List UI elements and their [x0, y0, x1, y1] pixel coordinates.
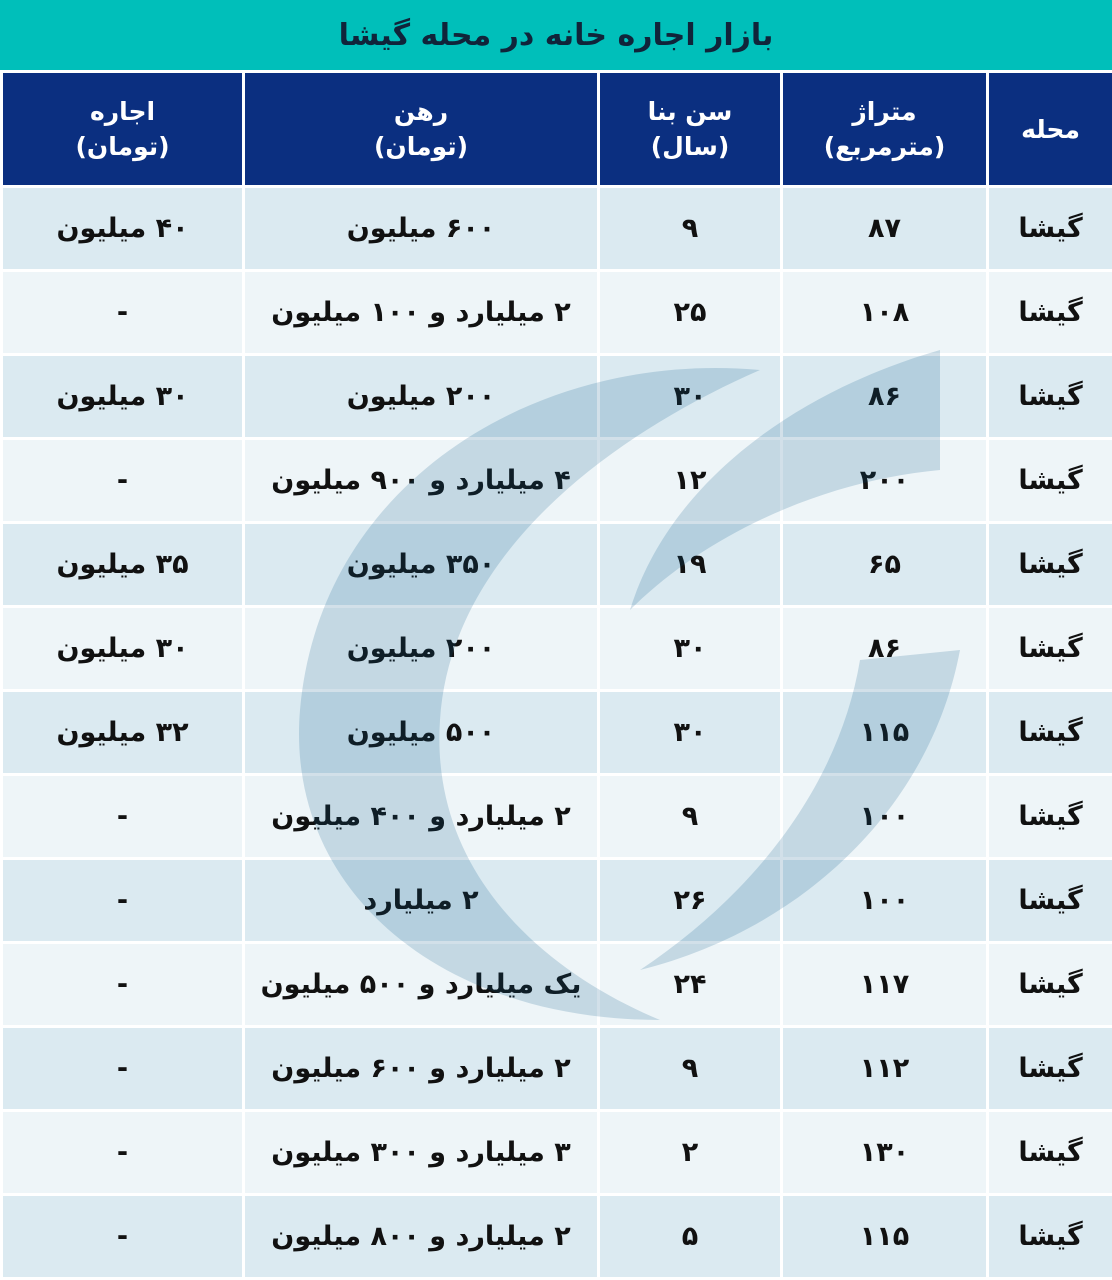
cell-area: ۱۱۷: [783, 944, 986, 1025]
header-row: [3, 73, 1112, 185]
cell-deposit: ۲ میلیارد: [245, 860, 597, 941]
cell-neighborhood: گیشا: [989, 524, 1112, 605]
cell-area: ۱۰۸: [783, 272, 986, 353]
cell-deposit: ۶۰۰ میلیون: [245, 188, 597, 269]
table-row: [3, 1028, 1112, 1109]
cell-neighborhood: گیشا: [989, 1112, 1112, 1193]
cell-age: ۳۰: [600, 356, 780, 437]
cell-neighborhood: گیشا: [989, 1196, 1112, 1277]
header-rent: [3, 73, 242, 185]
cell-deposit: یک میلیارد و ۵۰۰ میلیون: [245, 944, 597, 1025]
cell-neighborhood: گیشا: [989, 692, 1112, 773]
header-area-label: متراژ: [852, 97, 917, 126]
cell-deposit: ۳۵۰ میلیون: [245, 524, 597, 605]
cell-age: ۹: [600, 776, 780, 857]
table-row: [3, 1196, 1112, 1277]
cell-neighborhood: گیشا: [989, 1028, 1112, 1109]
cell-area: ۱۰۰: [783, 776, 986, 857]
cell-age: ۵: [600, 1196, 780, 1277]
cell-age: ۳۰: [600, 692, 780, 773]
table-row: [3, 524, 1112, 605]
cell-rent: -: [3, 1112, 242, 1193]
cell-rent: -: [3, 944, 242, 1025]
cell-age: ۹: [600, 188, 780, 269]
cell-rent: ۳۰ میلیون: [3, 356, 242, 437]
table-row: [3, 356, 1112, 437]
cell-deposit: ۴ میلیارد و ۹۰۰ میلیون: [245, 440, 597, 521]
cell-age: ۱۲: [600, 440, 780, 521]
cell-deposit: ۲۰۰ میلیون: [245, 608, 597, 689]
table-row: [3, 860, 1112, 941]
cell-area: ۶۵: [783, 524, 986, 605]
cell-area: ۸۶: [783, 356, 986, 437]
table-row: [3, 776, 1112, 857]
cell-rent: ۴۰ میلیون: [3, 188, 242, 269]
cell-age: ۳۰: [600, 608, 780, 689]
cell-rent: -: [3, 860, 242, 941]
cell-rent: ۳۲ میلیون: [3, 692, 242, 773]
cell-age: ۲۴: [600, 944, 780, 1025]
cell-rent: -: [3, 440, 242, 521]
cell-rent: -: [3, 1196, 242, 1277]
cell-age: ۱۹: [600, 524, 780, 605]
table-row: [3, 188, 1112, 269]
cell-neighborhood: گیشا: [989, 776, 1112, 857]
cell-deposit: ۲ میلیارد و ۱۰۰ میلیون: [245, 272, 597, 353]
header-neighborhood: [989, 73, 1112, 185]
cell-area: ۱۱۵: [783, 1196, 986, 1277]
header-deposit-label: رهن: [393, 97, 449, 126]
cell-rent: ۳۵ میلیون: [3, 524, 242, 605]
cell-neighborhood: گیشا: [989, 860, 1112, 941]
cell-age: ۹: [600, 1028, 780, 1109]
cell-neighborhood: گیشا: [989, 440, 1112, 521]
cell-age: ۲۵: [600, 272, 780, 353]
table-row: [3, 440, 1112, 521]
header-area-unit: (مترمربع): [823, 132, 946, 161]
cell-deposit: ۵۰۰ میلیون: [245, 692, 597, 773]
header-age: [600, 73, 780, 185]
header-deposit: [245, 73, 597, 185]
table-row: [3, 944, 1112, 1025]
cell-neighborhood: گیشا: [989, 944, 1112, 1025]
cell-deposit: ۲ میلیارد و ۴۰۰ میلیون: [245, 776, 597, 857]
cell-area: ۱۱۵: [783, 692, 986, 773]
cell-area: ۱۱۲: [783, 1028, 986, 1109]
cell-rent: ۳۰ میلیون: [3, 608, 242, 689]
cell-neighborhood: گیشا: [989, 356, 1112, 437]
rent-table: [0, 70, 1112, 1280]
cell-deposit: ۳ میلیارد و ۳۰۰ میلیون: [245, 1112, 597, 1193]
header-deposit-unit: (تومان): [373, 132, 469, 161]
header-area: [783, 73, 986, 185]
cell-area: ۸۷: [783, 188, 986, 269]
cell-deposit: ۲ میلیارد و ۸۰۰ میلیون: [245, 1196, 597, 1277]
cell-deposit: ۲ میلیارد و ۶۰۰ میلیون: [245, 1028, 597, 1109]
cell-deposit: ۲۰۰ میلیون: [245, 356, 597, 437]
cell-area: ۱۳۰: [783, 1112, 986, 1193]
table-row: [3, 1112, 1112, 1193]
header-rent-unit: (تومان): [75, 132, 170, 161]
table-body: [3, 188, 1112, 1277]
cell-area: ۱۰۰: [783, 860, 986, 941]
table-row: [3, 272, 1112, 353]
cell-rent: -: [3, 272, 242, 353]
cell-age: ۲۶: [600, 860, 780, 941]
cell-rent: -: [3, 776, 242, 857]
cell-area: ۸۶: [783, 608, 986, 689]
header-age-label: سن بنا: [647, 97, 733, 126]
header-rent-label: اجاره: [89, 97, 156, 126]
cell-neighborhood: گیشا: [989, 188, 1112, 269]
table-title: بازار اجاره خانه در محله گیشا: [0, 0, 1112, 70]
cell-neighborhood: گیشا: [989, 272, 1112, 353]
cell-age: ۲: [600, 1112, 780, 1193]
table-row: [3, 692, 1112, 773]
cell-area: ۲۰۰: [783, 440, 986, 521]
header-neighborhood-label: محله: [1021, 114, 1080, 144]
header-age-unit: (سال): [650, 132, 730, 161]
cell-neighborhood: گیشا: [989, 608, 1112, 689]
table-row: [3, 608, 1112, 689]
cell-rent: -: [3, 1028, 242, 1109]
